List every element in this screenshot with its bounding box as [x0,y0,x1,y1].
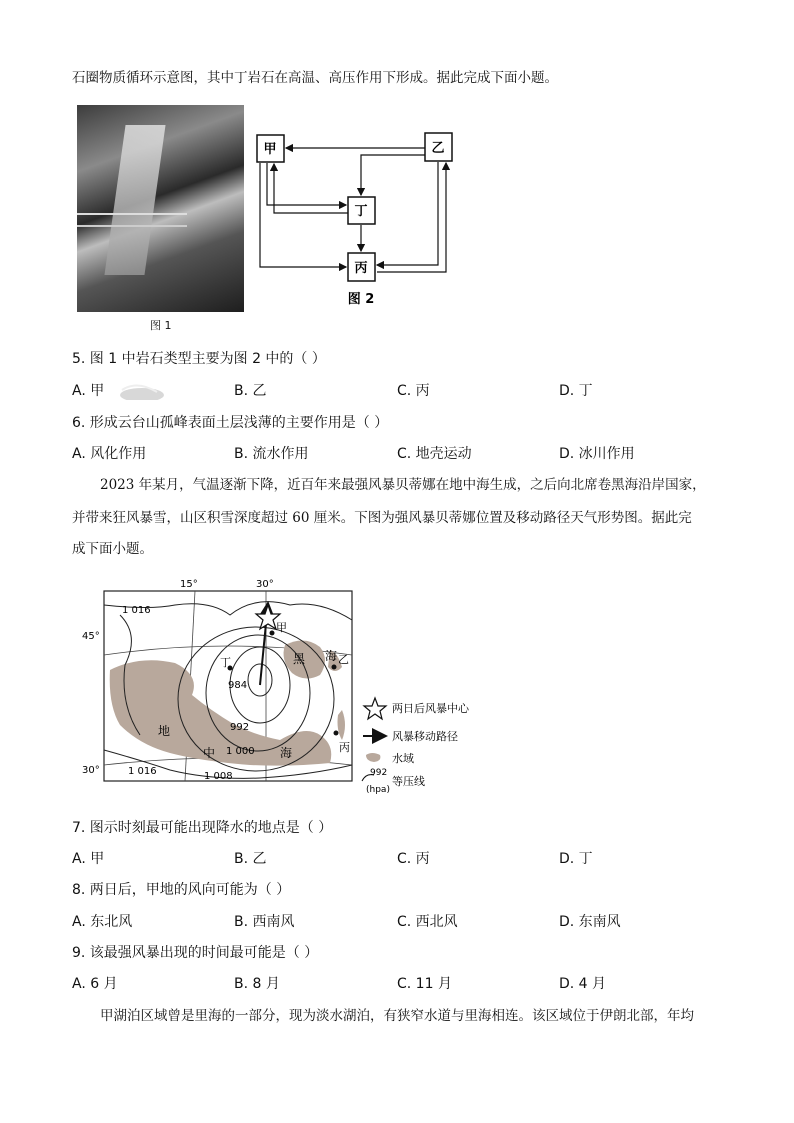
passage2-line-2: 并带来狂风暴雪，山区积雪深度超过 60 厘米。下图为强风暴贝蒂娜位置及移动路径天气形势图。据此完 [72,510,692,526]
sea-label-hai: 海 [280,746,293,760]
legend-isobar-value: 992 [370,768,388,778]
q7-text: 7. 图示时刻最可能出现降水的地点是（ ） [72,820,333,836]
q5-option-a[interactable]: A. 甲 [72,383,105,399]
q8-option-d[interactable]: D. 东南风 [559,914,621,930]
figure1-photo [77,105,244,312]
q5-option-d[interactable]: D. 丁 [559,383,593,399]
sea-label-hei: 黑 [293,652,306,666]
q6-option-d[interactable]: D. 冰川作用 [559,446,635,462]
place-ding: 丁 [220,656,231,669]
sea-label-di: 地 [158,724,171,738]
isobar-1000: 1 000 [226,746,255,757]
q9-option-d[interactable]: D. 4 月 [559,976,607,992]
q5-option-c[interactable]: C. 丙 [397,383,430,399]
legend-water-icon [366,753,380,762]
figure1-caption: 图 1 [150,319,172,332]
figure2-caption: 图 2 [347,292,375,307]
q7-option-a[interactable]: A. 甲 [72,851,105,867]
intro-line: 石圈物质循环示意图，其中丁岩石在高温、高压作用下形成。据此完成下面小题。 [72,70,558,86]
legend-star-label: 两日后风暴中心 [392,702,469,715]
place-jia: 甲 [276,621,287,634]
q6-option-b[interactable]: B. 流水作用 [234,446,309,462]
q8-option-b[interactable]: B. 西南风 [234,914,295,930]
q7-option-c[interactable]: C. 丙 [397,851,430,867]
place-jia-point [270,631,275,636]
q5-text: 5. 图 1 中岩石类型主要为图 2 中的（ ） [72,351,326,367]
q6-text: 6. 形成云台山孤峰表面土层浅薄的主要作用是（ ） [72,415,389,431]
passage2-line-3: 成下面小题。 [72,541,153,557]
q7-option-d[interactable]: D. 丁 [559,851,593,867]
isobar-1016-bottom: 1 016 [128,766,157,777]
lon-label-30: 30° [256,579,274,590]
legend-isobar-label: 等压线 [392,775,425,788]
place-bing: 丙 [339,741,350,754]
node-bing: 丙 [354,261,368,276]
node-ding: 丁 [354,204,368,219]
q6-option-a[interactable]: A. 风化作用 [72,446,147,462]
legend-star-icon [364,698,386,719]
rock-cycle-diagram [250,125,465,310]
node-jia: 甲 [263,142,277,157]
lat-label-30: 30° [82,765,100,776]
q8-option-a[interactable]: A. 东北风 [72,914,133,930]
legend-arrow-label: 风暴移动路径 [392,730,458,743]
node-yi: 乙 [431,141,445,156]
lon-label-15: 15° [180,579,198,590]
q7-option-b[interactable]: B. 乙 [234,851,267,867]
sea-label-zhong: 中 [203,746,216,760]
q9-option-b[interactable]: B. 8 月 [234,976,280,992]
q8-option-c[interactable]: C. 西北风 [397,914,458,930]
isobar-1008: 1 008 [204,771,233,782]
legend-water-label: 水域 [392,752,414,765]
passage3-line: 甲湖泊区域曾是里海的一部分，现为淡水湖泊，有狭窄水道与里海相连。该区域位于伊朗北部，年均 [100,1008,694,1024]
place-bing-point [334,731,339,736]
q6-option-c[interactable]: C. 地壳运动 [397,446,472,462]
place-yi: 乙 [338,653,349,666]
place-yi-point [332,665,337,670]
legend-isobar-unit: (hpa) [366,785,390,795]
sea-label-hai-top: 海 [325,649,338,663]
storm-weather-map [80,575,480,800]
q5-option-b[interactable]: B. 乙 [234,383,267,399]
lat-label-45: 45° [82,631,100,642]
isobar-992: 992 [230,722,250,733]
passage2-line-1: 2023 年某月，气温逐渐下降，近百年来最强风暴贝蒂娜在地中海生成，之后向北席卷黑海沿岸国家， [100,477,706,493]
q8-text: 8. 两日后，甲地的风向可能为（ ） [72,882,291,898]
q9-option-a[interactable]: A. 6 月 [72,976,118,992]
q9-option-c[interactable]: C. 11 月 [397,976,452,992]
q9-text: 9. 该最强风暴出现的时间最可能是（ ） [72,945,319,961]
isobar-1016-top: 1 016 [122,605,151,616]
isobar-984: 984 [228,680,248,691]
